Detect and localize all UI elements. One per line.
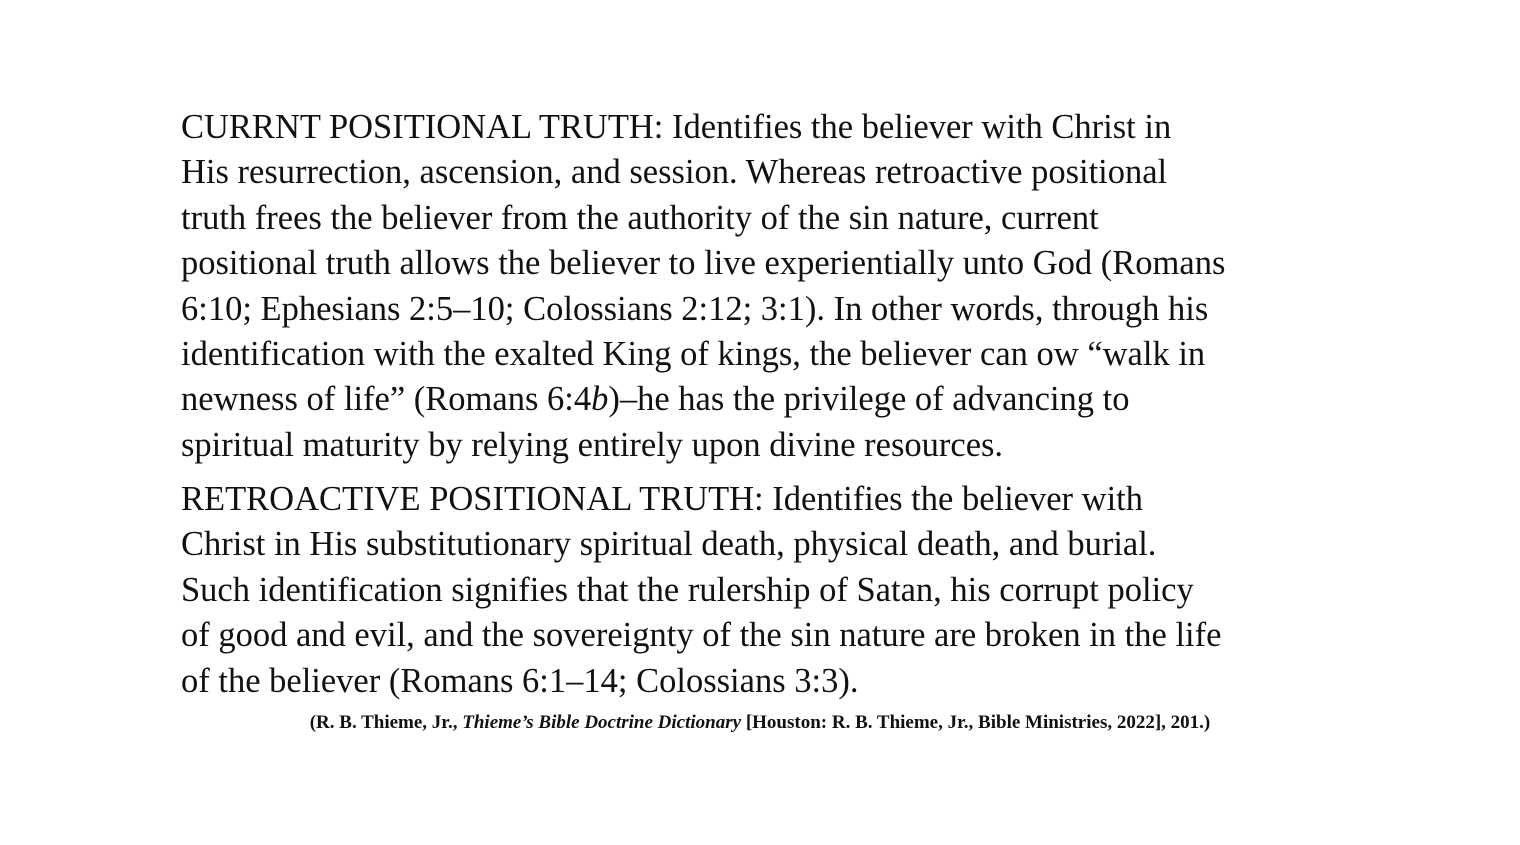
retroactive-positional-truth-paragraph	[181, 477, 1341, 704]
current-positional-truth-paragraph	[181, 105, 1341, 468]
text-line: spiritual maturity by relying entirely upon divine resources.	[181, 425, 1004, 464]
text-line: positional truth allows the believer to live experientially unto God (Romans	[181, 244, 1226, 283]
text-line: identification with the exalted King of kings, the believer can ow “walk in	[181, 335, 1206, 374]
text-line	[181, 377, 1341, 422]
text-line: His resurrection, ascension, and session. Whereas retroactive positional	[181, 153, 1168, 192]
text-segment: )–he has the privilege of advancing to	[608, 380, 1130, 419]
citation-publication: [Houston: R. B. Thieme, Jr., Bible Ministries, 2022], 201.)	[741, 712, 1211, 733]
citation-author: (R. B. Thieme, Jr.,	[309, 712, 463, 733]
verse-part-letter: b	[591, 380, 609, 419]
text-segment: newness of life” (Romans 6:4	[181, 380, 592, 419]
text-line: Christ in His substitutionary spiritual death, physical death, and burial.	[181, 525, 1157, 564]
text-line: 6:10; Ephesians 2:5–10; Colossians 2:12; 3:1). In other words, through his	[181, 289, 1209, 328]
text-line: of good and evil, and the sovereignty of the sin nature are broken in the life	[181, 616, 1222, 655]
text-line: Such identification signifies that the rulership of Satan, his corrupt policy	[181, 570, 1194, 609]
text-line: of the believer (Romans 6:1–14; Colossians 3:3).	[181, 661, 859, 700]
citation-book-title: Thieme’s Bible Doctrine Dictionary	[462, 712, 742, 733]
text-line: RETROACTIVE POSITIONAL TRUTH: Identifies the believer with	[181, 480, 1144, 518]
text-line: truth frees the believer from the authority of the sin nature, current	[181, 198, 1099, 237]
text-line: CURRNT POSITIONAL TRUTH: Identifies the believer with Christ in	[181, 108, 1172, 146]
source-citation	[0, 712, 1520, 734]
